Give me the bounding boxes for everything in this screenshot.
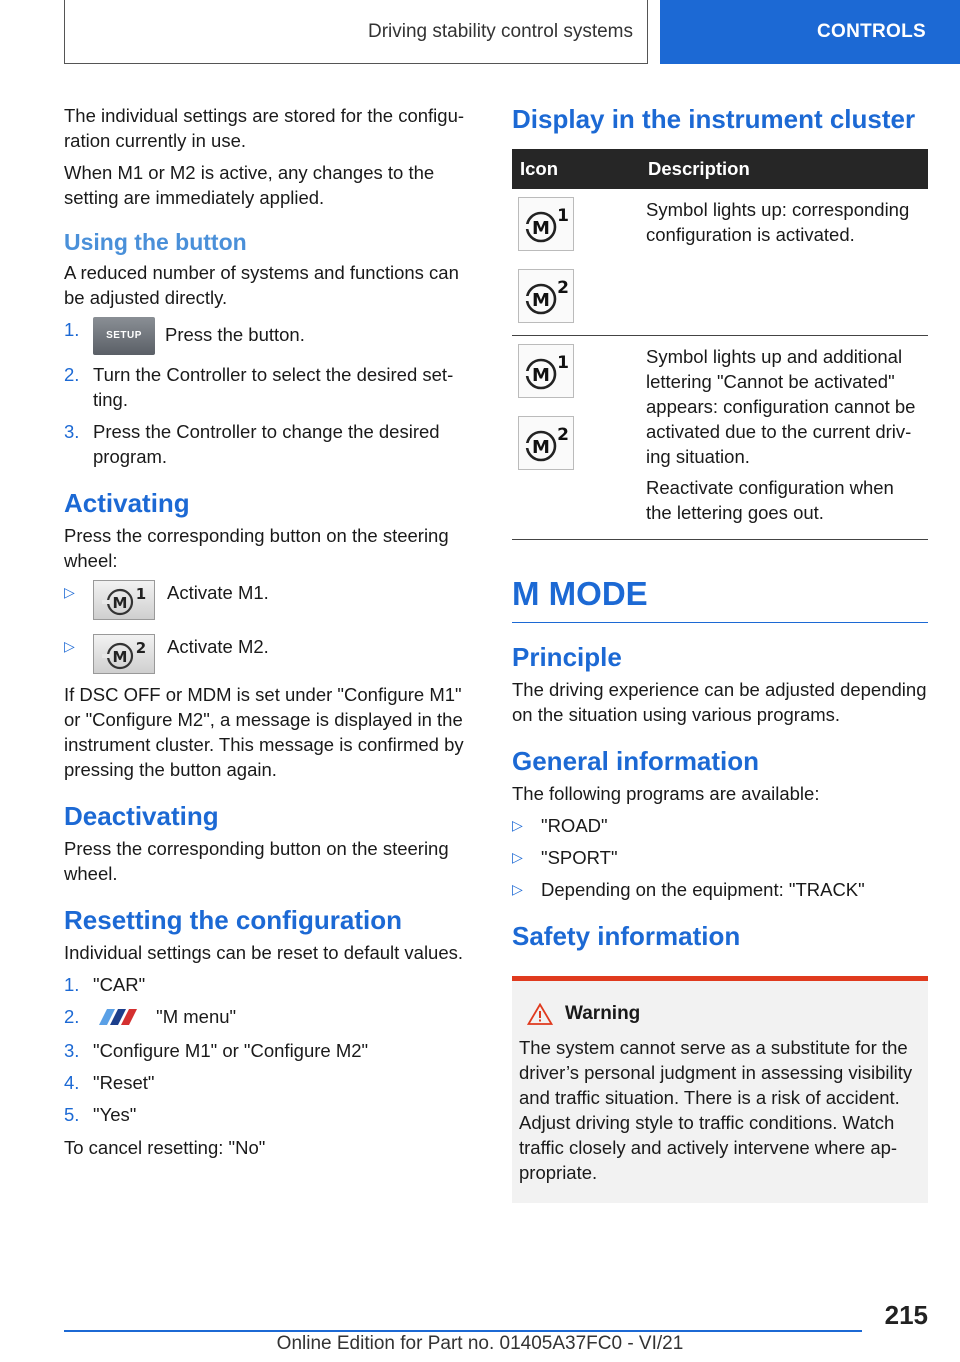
right-column — [512, 103, 928, 1203]
heading-deactivating: Deactivating — [64, 801, 219, 831]
table-row — [512, 189, 928, 336]
list-item — [64, 419, 478, 469]
m1-display-icon — [518, 344, 574, 398]
list-text: "ROAD" — [541, 815, 608, 836]
icon-table — [512, 149, 928, 540]
list-number: 3. — [64, 421, 80, 442]
table-header-icon: Icon — [512, 149, 640, 189]
svg-text:M: M — [532, 290, 550, 311]
table-cell-icons — [512, 336, 640, 540]
table-cell-description — [640, 336, 928, 540]
paragraph-settings-stored: The individual settings are stored for the configuration currently in use. — [64, 105, 465, 151]
svg-text:2: 2 — [557, 278, 569, 298]
svg-text:M: M — [532, 218, 550, 239]
heading-resetting: Resetting the configuration — [64, 905, 402, 935]
list-text: "Reset" — [93, 1071, 155, 1093]
row2-description: Symbol lights up and additional lettering "Cannot be activated" appears: configuration cannot be activated due to the current driving situation. — [646, 346, 916, 467]
list-text: Press the Controller to change the desired program. — [93, 421, 440, 467]
triangle-bullet-icon: ▷ — [512, 881, 523, 897]
list-item — [64, 972, 478, 997]
reset-steps-list — [64, 972, 478, 1127]
svg-text:M: M — [112, 648, 128, 666]
paragraph-activating: Press the corresponding button on the steering wheel: — [64, 525, 449, 571]
footer-divider — [64, 1330, 862, 1332]
triangle-bullet-icon: ▷ — [64, 638, 75, 654]
chapter-tab — [660, 0, 960, 64]
svg-text:2: 2 — [135, 639, 147, 657]
list-item — [64, 1102, 478, 1127]
m1-button-icon — [93, 580, 155, 620]
list-item — [64, 634, 478, 674]
svg-text:1: 1 — [557, 353, 569, 373]
section-header — [64, 0, 648, 64]
heading-principle: Principle — [512, 642, 622, 672]
paragraph-cancel: To cancel resetting: "No" — [64, 1136, 266, 1158]
setup-button-icon: SETUP — [93, 317, 155, 355]
row1-description: Symbol lights up: corresponding configuration is activated. — [646, 199, 910, 245]
list-item — [512, 877, 928, 902]
m1-display-icon — [518, 197, 574, 251]
list-number: 1. — [64, 974, 80, 995]
warning-box — [512, 976, 928, 1203]
list-number: 2. — [64, 364, 80, 385]
list-item — [512, 845, 928, 870]
list-number: 3. — [64, 1039, 80, 1061]
list-number: 2. — [64, 1006, 80, 1027]
triangle-bullet-icon: ▷ — [512, 817, 523, 833]
list-text: "M menu" — [156, 1006, 237, 1027]
heading-using-button: Using the button — [64, 229, 247, 255]
table-row — [512, 336, 928, 540]
list-item — [64, 1070, 478, 1095]
triangle-bullet-icon: ▷ — [64, 584, 75, 600]
list-item — [64, 580, 478, 620]
heading-activating: Activating — [64, 488, 190, 518]
m2-display-icon — [518, 269, 574, 323]
list-text: "CAR" — [93, 974, 146, 995]
section-title: Driving stability control systems — [367, 20, 633, 42]
m-stripes-icon — [93, 1006, 141, 1031]
heading-general-information: General information — [512, 746, 760, 776]
svg-text:M: M — [532, 437, 550, 458]
svg-text:M: M — [112, 594, 128, 612]
heading-display: Display in the instrument cluster — [512, 104, 916, 134]
m2-display-icon — [518, 416, 574, 470]
list-number: 4. — [64, 1071, 80, 1093]
programs-list — [512, 813, 928, 902]
paragraph-resetting: Individual settings can be reset to default values. — [64, 942, 464, 963]
warning-label: Warning — [565, 1003, 641, 1024]
list-item — [64, 1038, 478, 1063]
paragraph-principle: The driving experience can be adjusted depending on the situation using various programs. — [512, 679, 927, 725]
warning-title — [519, 1003, 922, 1025]
list-text: Activate M2. — [167, 636, 269, 657]
list-text: Activate M1. — [167, 582, 269, 603]
paragraph-general: The following programs are available: — [512, 783, 820, 804]
heading-m-mode: M MODE — [512, 574, 928, 623]
activate-list — [64, 580, 478, 674]
triangle-bullet-icon: ▷ — [512, 849, 523, 865]
list-number: 1. — [64, 319, 80, 340]
list-text: "Configure M1" or "Configure M2" — [93, 1039, 369, 1061]
footer-edition: Online Edition for Part no. 01405A37FC0 - VI/21 — [276, 1333, 684, 1354]
list-text: "SPORT" — [541, 847, 618, 868]
svg-text:M: M — [532, 365, 550, 386]
chapter-title: CONTROLS — [816, 21, 926, 42]
paragraph-button: A reduced number of systems and functions can be adjusted directly. — [64, 262, 459, 308]
row2-note: Reactivate configuration when the lettering goes out. — [646, 477, 894, 523]
list-text: Turn the Controller to select the desired setting. — [93, 364, 454, 410]
svg-text:1: 1 — [557, 206, 569, 226]
list-text: "Yes" — [93, 1103, 137, 1125]
list-item — [64, 1004, 478, 1031]
list-item — [64, 362, 478, 412]
table-header-description: Description — [640, 149, 928, 189]
paragraph-changes-applied: When M1 or M2 is active, any changes to the setting are immediately applied. — [64, 162, 435, 208]
warning-triangle-icon — [527, 1003, 553, 1025]
warning-text: The system cannot serve as a substitute for the driver’s personal judgment in assessing visibility and traffic situation. There is a risk of accident. Adjust driving style to traffic conditions. Watch traffic closely and actively intervene where appropriate. — [519, 1037, 913, 1183]
page-number: 215 — [884, 1300, 928, 1330]
svg-text:1: 1 — [135, 585, 147, 603]
list-item — [512, 813, 928, 838]
heading-safety-information: Safety information — [512, 921, 741, 951]
list-text: Depending on the equipment: "TRACK" — [541, 879, 865, 900]
m2-button-icon — [93, 634, 155, 674]
list-item — [64, 317, 478, 355]
list-text: Press the button. — [165, 323, 305, 345]
svg-text:2: 2 — [557, 425, 569, 445]
paragraph-dsc-off: If DSC OFF or MDM is set under "Configure M1" or "Configure M2", a message is displayed in the instrument cluster. This message is confirmed by pressing the button again. — [64, 684, 464, 780]
left-column — [64, 103, 478, 1167]
list-number: 5. — [64, 1103, 80, 1125]
table-cell-icons — [512, 189, 640, 336]
button-steps-list — [64, 317, 478, 469]
table-cell-description — [640, 189, 928, 336]
paragraph-deactivating: Press the corresponding button on the steering wheel. — [64, 838, 449, 884]
